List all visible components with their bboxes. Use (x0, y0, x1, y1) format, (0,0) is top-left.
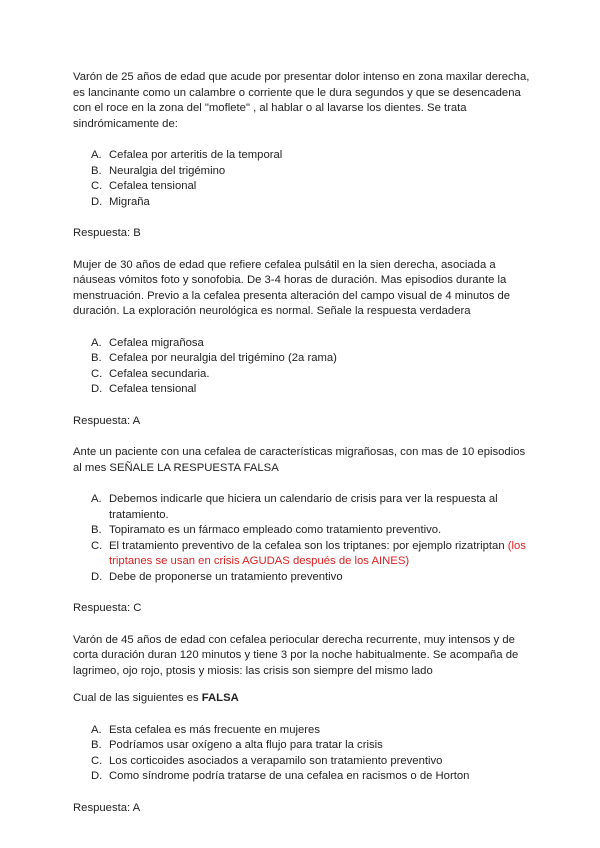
option-letter: C. (91, 539, 103, 552)
question-2-option-a (73, 336, 533, 352)
question-3-option-b (73, 523, 533, 539)
option-letter: D. (91, 383, 103, 395)
question-1-stem: Varón de 25 años de edad que acude por presentar dolor intenso en zona maxilar derecha, es lancinante como un calambre o corriente que le dura segundos y que se desencadena con el roce en la zona del "moflete" , al hablar o al lavarse los dientes. Se trata sindrómicamente de: (73, 71, 530, 130)
option-text: El tratamiento preventivo de la cefalea son los triptanes: por ejemplo rizatriptan (109, 539, 508, 552)
option-text: Cefalea tensional (109, 383, 197, 395)
option-text: Esta cefalea es más frecuente en mujeres (109, 723, 320, 736)
option-letter: A. (91, 493, 102, 505)
option-letter: B. (91, 164, 102, 177)
option-correction-note: (los triptanes se usan en crisis AGUDAS después de los AINES) (109, 539, 526, 567)
option-letter: C. (91, 754, 103, 767)
option-text: Migraña (109, 195, 150, 208)
option-letter: D. (91, 770, 103, 782)
option-letter: C. (91, 180, 103, 192)
question-4-option-b (73, 738, 533, 754)
option-text: Debemos indicarle que hiciera un calendario de crisis para ver la respuesta al tratamiento. (109, 493, 498, 521)
option-letter: D. (91, 195, 103, 208)
question-3-stem: Ante un paciente con una cefalea de características migrañosas, con mas de 10 episodios al mes SEÑALE LA RESPUESTA FALSA (73, 446, 526, 474)
option-letter: B. (91, 524, 102, 536)
option-letter: D. (91, 570, 103, 583)
question-1-answer: Respuesta: B (73, 227, 141, 239)
option-text: Cefalea por arteritis de la temporal (109, 149, 283, 161)
question-3-answer: Respuesta: C (73, 602, 142, 614)
option-letter: A. (91, 336, 102, 349)
option-letter: A. (91, 723, 102, 736)
option-text: Cefalea por neuralgia del trigémino (2a rama) (109, 352, 337, 364)
question-1-options (73, 148, 533, 210)
question-2-options (73, 336, 533, 398)
question-4-options (73, 723, 533, 785)
question-2-answer: Respuesta: A (73, 414, 141, 427)
question-1-option-c (73, 179, 533, 195)
question-3-option-d (73, 570, 533, 586)
question-4-option-d (73, 769, 533, 785)
question-2-option-b (73, 351, 533, 367)
document-content (73, 70, 533, 832)
question-1-option-d (73, 195, 533, 211)
option-text: Cefalea secundaria. (109, 367, 210, 380)
question-2-stem: Mujer de 30 años de edad que refiere cefalea pulsátil en la sien derecha, asociada a náuseas vómitos foto y sonofobia. De 3-4 horas de duración. Mas episodios durante la menstruación. Previo a la cefalea presenta alteración del campo visual de 4 minutos de duración. La exploración neurológica es normal. Señale la respuesta verdadera (73, 258, 511, 317)
option-letter: B. (91, 352, 102, 364)
option-letter: B. (91, 739, 102, 751)
question-4-option-a (73, 723, 533, 739)
option-text: Cefalea migrañosa (109, 336, 204, 349)
option-text: Cefalea tensional (109, 180, 197, 192)
question-4-option-c (73, 754, 533, 770)
option-letter: A. (91, 149, 102, 161)
prompt-text: Cual de las siguientes es (73, 692, 202, 704)
question-1-option-b (73, 164, 533, 180)
question-3-option-a (73, 492, 533, 523)
question-2-option-d (73, 382, 533, 398)
question-4-stem: Varón de 45 años de edad con cefalea periocular derecha recurrente, muy intensos y de corta duración duran 120 minutos y tiene 3 por la noche habitualmente. Se acompaña de lagrimeo, ojo rojo, ptosis y miosis: las crisis son siempre del mismo lado (73, 633, 519, 677)
question-3-option-c (73, 539, 533, 570)
question-1-option-a (73, 148, 533, 164)
question-4-answer: Respuesta: A (73, 801, 141, 814)
option-text: Podríamos usar oxígeno a alta flujo para tratar la crisis (109, 739, 383, 751)
option-text: Topiramato es un fármaco empleado como tratamiento preventivo. (109, 524, 442, 536)
question-3-options (73, 492, 533, 585)
option-text: Como síndrome podría tratarse de una cefalea en racismos o de Horton (109, 770, 470, 782)
prompt-emphasis: FALSA (201, 692, 239, 704)
question-2-option-c (73, 367, 533, 383)
option-text: Debe de proponerse un tratamiento preventivo (109, 570, 343, 583)
option-text: Los corticoides asociados a verapamilo son tratamiento preventivo (109, 754, 443, 767)
option-text: Neuralgia del trigémino (109, 164, 226, 177)
question-4-prompt (73, 691, 533, 707)
option-letter: C. (91, 367, 103, 380)
